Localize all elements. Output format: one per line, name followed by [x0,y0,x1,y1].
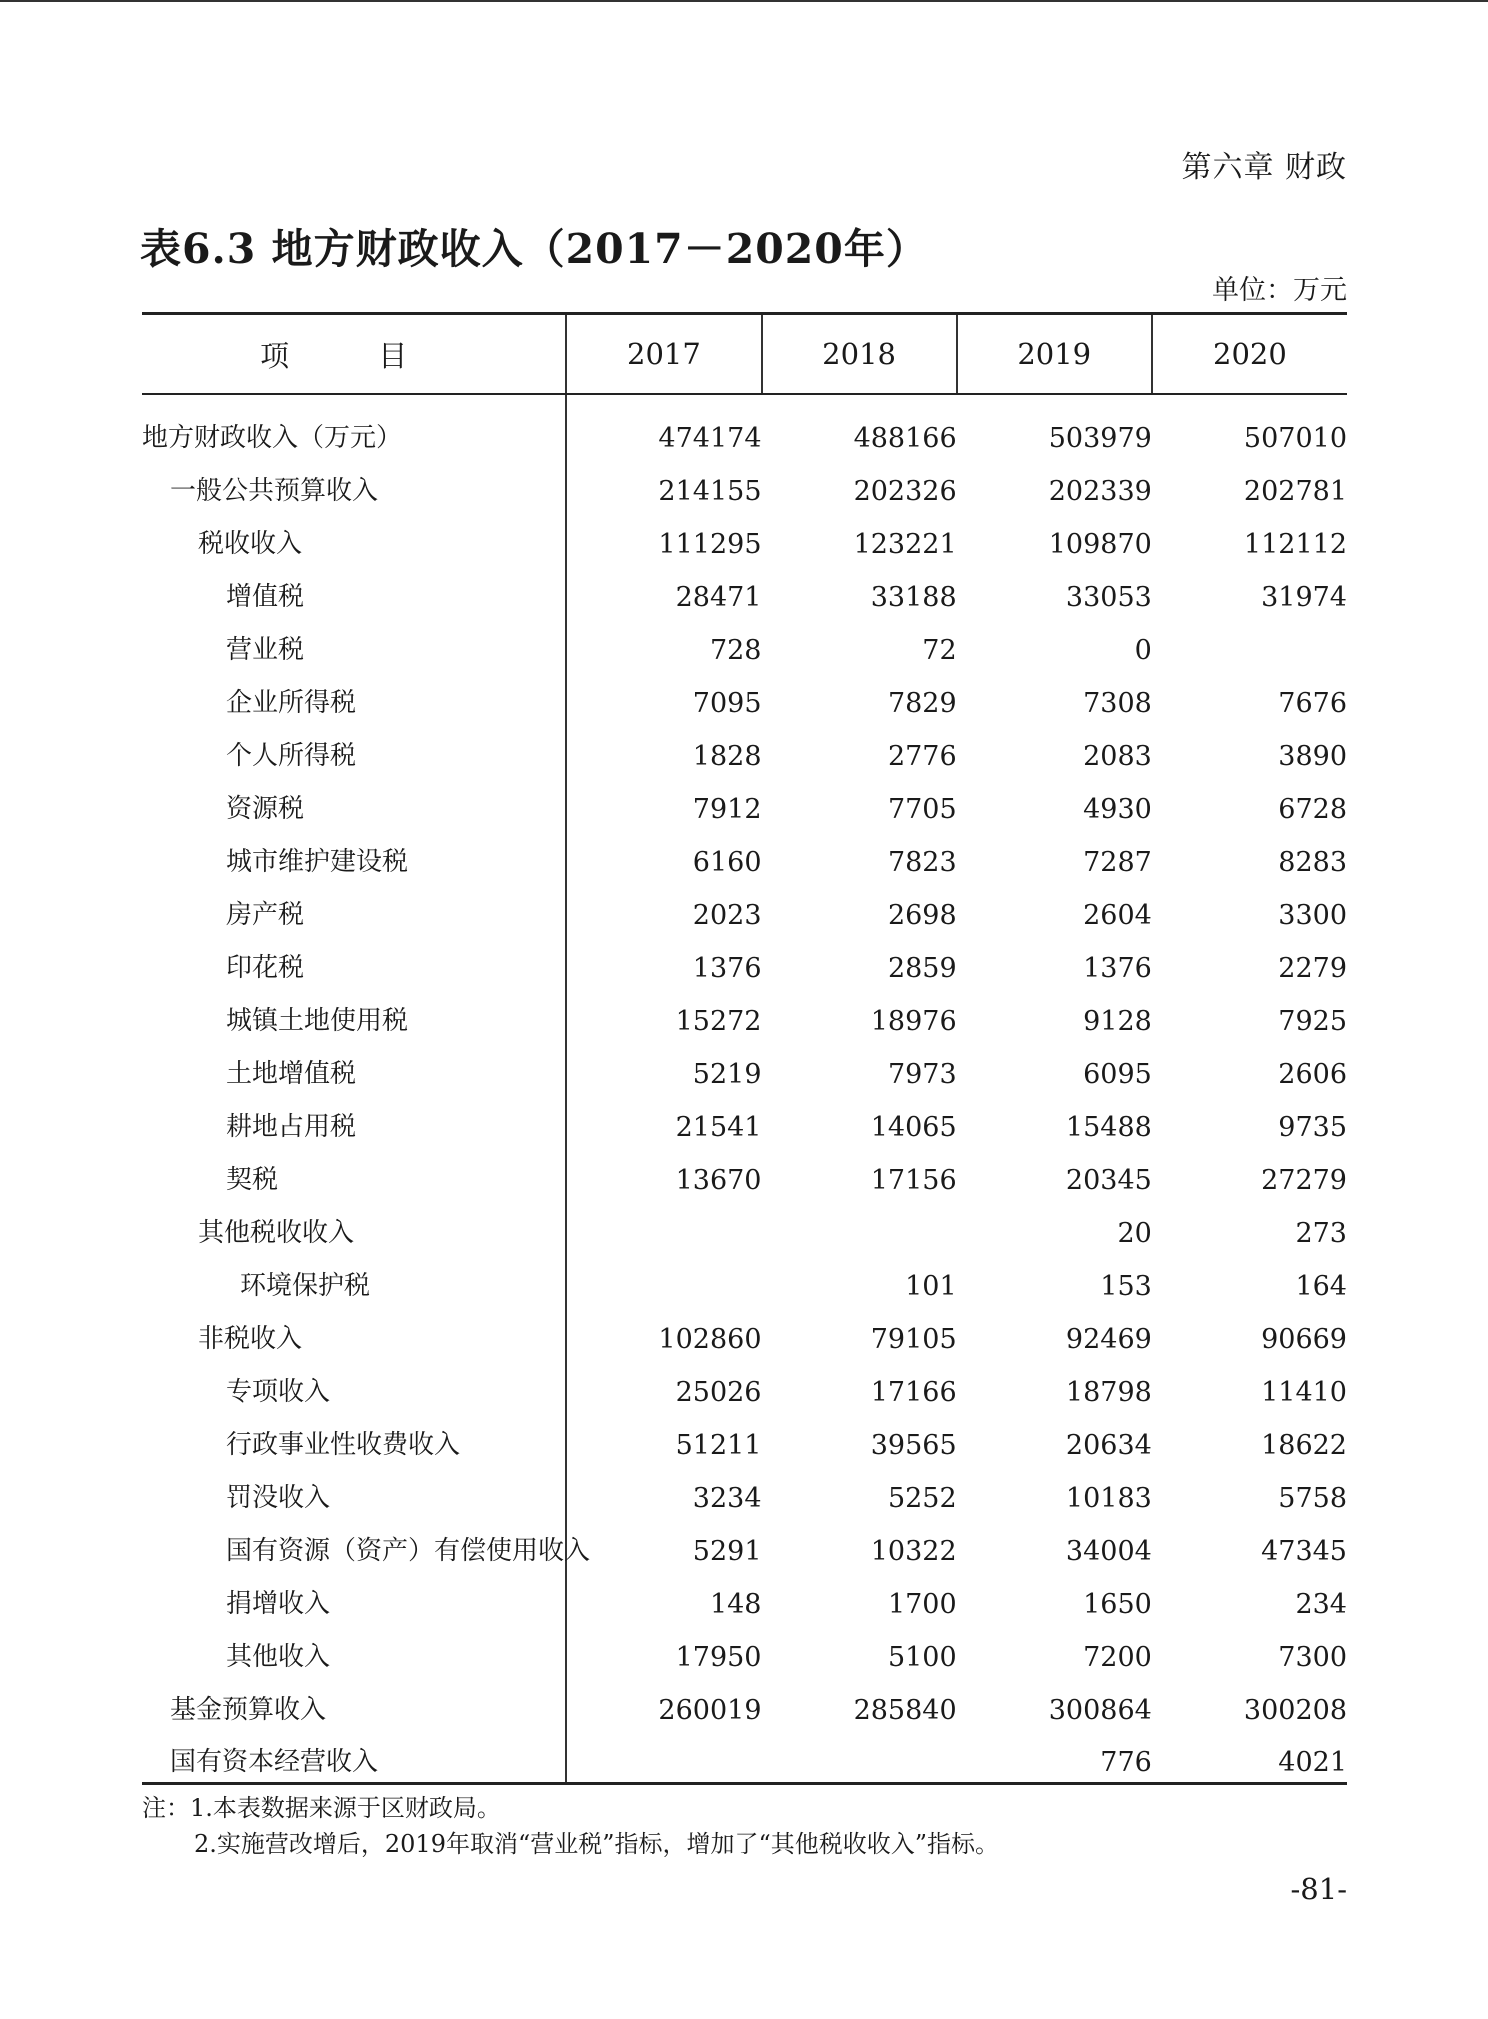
cell-value: 72 [922,635,957,666]
table-row [142,1253,1347,1306]
cell-value: 5252 [887,1483,957,1514]
table-header-row [142,314,1347,395]
cell-value: 234 [1295,1589,1347,1620]
cell-value: 4021 [1152,1730,1347,1783]
table-row [142,988,1347,1041]
row-label: 税收收入 [142,511,566,564]
table-row [142,829,1347,882]
table-row [142,1200,1347,1253]
cell-value: 7676 [1278,688,1347,719]
cell-value: 5100 [887,1642,957,1673]
cell-value: 90669 [1261,1324,1347,1355]
cell-value: 7095 [692,688,762,719]
cell-value: 17950 [675,1642,762,1673]
cell-value: 79105 [870,1324,957,1355]
row-label: 契税 [142,1147,566,1200]
row-label: 地方财政收入（万元） [142,394,566,458]
cell-value: 10322 [870,1536,957,1567]
cell-value: 7705 [887,794,957,825]
table-row [142,1359,1347,1412]
cell-value: 7300 [1278,1642,1347,1673]
cell-value: 1700 [887,1589,957,1620]
cell-value: 33188 [870,582,957,613]
revenue-table [142,312,1347,1785]
cell-value: 18622 [1261,1430,1347,1461]
cell-value: 7925 [1278,1006,1347,1037]
cell-value: 123221 [853,529,957,560]
row-label: 城市维护建设税 [142,829,566,882]
cell-value: 5758 [1278,1483,1347,1514]
cell-value: 474174 [658,423,762,454]
table-notes [142,1790,999,1862]
row-label: 土地增值税 [142,1041,566,1094]
table-row [142,1571,1347,1624]
cell-value: 14065 [870,1112,957,1143]
cell-value: 2083 [1083,741,1152,772]
cell-value: 7829 [887,688,957,719]
cell-value: 285840 [853,1695,957,1726]
unit-label: 单位：万元 [1212,275,1347,306]
cell-value: 7823 [887,847,957,878]
cell-value: 18798 [1065,1377,1152,1408]
row-label: 耕地占用税 [142,1094,566,1147]
table-row [142,1518,1347,1571]
cell-value: 7973 [887,1059,957,1090]
cell-value: 148 [709,1589,762,1620]
cell-value: 260019 [658,1695,762,1726]
row-label: 其他收入 [142,1624,566,1677]
cell-value: 300864 [1048,1695,1152,1726]
cell-value: 202781 [1243,476,1347,507]
cell-value: 27279 [1261,1165,1347,1196]
row-label: 国有资本经营收入 [142,1730,566,1783]
cell-value: 109870 [1048,529,1152,560]
cell-value: 112112 [1243,529,1347,560]
cell-value: 39565 [870,1430,957,1461]
row-label: 企业所得税 [142,670,566,723]
row-label: 个人所得税 [142,723,566,776]
row-label: 捐增收入 [142,1571,566,1624]
row-label: 其他税收收入 [142,1200,566,1253]
note-line: 注：1.本表数据来源于区财政局。 [142,1794,501,1822]
revenue-table-container [142,312,1347,1785]
cell-value: 2279 [1278,953,1347,984]
cell-value: 2023 [692,900,762,931]
cell-value: 2776 [887,741,957,772]
cell-value: 1376 [692,953,762,984]
cell-value: 728 [709,635,762,666]
cell-value: 488166 [853,423,957,454]
row-label: 非税收入 [142,1306,566,1359]
cell-value: 1828 [692,741,762,772]
chapter-header: 第六章 财政 [1181,150,1347,185]
cell-value: 20634 [1065,1430,1152,1461]
table-row [142,1306,1347,1359]
cell-value: 92469 [1065,1324,1152,1355]
cell-value: 503979 [1048,423,1152,454]
cell-value: 202339 [1048,476,1152,507]
cell-value [762,1730,957,1783]
table-row [142,1624,1347,1677]
cell-value: 20345 [1065,1165,1152,1196]
cell-value: 15272 [675,1006,762,1037]
table-row [142,394,1347,458]
cell-value: 101 [905,1271,957,1302]
cell-value: 3890 [1278,741,1347,772]
row-label: 罚没收入 [142,1465,566,1518]
cell-value: 7308 [1083,688,1152,719]
row-label: 环境保护税 [142,1253,566,1306]
cell-value: 507010 [1243,423,1347,454]
cell-value: 273 [1295,1218,1347,1249]
column-header-year: 2020 [1152,314,1347,395]
row-label: 资源税 [142,776,566,829]
row-label: 房产税 [142,882,566,935]
table-row [142,670,1347,723]
table-title: 表6.3 地方财政收入（2017－2020年） [140,225,928,273]
column-header-year: 2017 [566,314,761,395]
cell-value: 20 [1117,1218,1152,1249]
cell-value: 102860 [658,1324,762,1355]
column-header-item: 项 目 [142,314,566,395]
cell-value: 7912 [692,794,762,825]
row-label: 一般公共预算收入 [142,458,566,511]
table-row [142,1094,1347,1147]
table-row [142,935,1347,988]
row-label: 城镇土地使用税 [142,988,566,1041]
cell-value: 15488 [1065,1112,1152,1143]
cell-value: 10183 [1065,1483,1152,1514]
cell-value: 3234 [692,1483,762,1514]
cell-value: 7287 [1083,847,1152,878]
cell-value: 6728 [1278,794,1347,825]
row-label: 国有资源（资产）有偿使用收入 [142,1518,566,1571]
cell-value: 5291 [692,1536,762,1567]
table-row [142,617,1347,670]
cell-value: 34004 [1065,1536,1152,1567]
cell-value: 6095 [1083,1059,1152,1090]
cell-value: 111295 [658,529,762,560]
note-line: 2.实施营改增后，2019年取消“营业税”指标，增加了“其他税收收入”指标。 [194,1830,1000,1858]
cell-value: 21541 [675,1112,762,1143]
row-label: 基金预算收入 [142,1677,566,1730]
cell-value: 47345 [1261,1536,1347,1567]
column-header-year: 2018 [762,314,957,395]
cell-value [566,1730,761,1783]
cell-value: 214155 [658,476,762,507]
cell-value: 51211 [675,1430,762,1461]
cell-value: 164 [1295,1271,1347,1302]
cell-value: 7200 [1083,1642,1152,1673]
cell-value: 9735 [1278,1112,1347,1143]
table-row [142,723,1347,776]
table-body [142,394,1347,1783]
page-number: -81- [1290,1872,1347,1906]
cell-value: 4930 [1083,794,1152,825]
cell-value [566,1200,761,1253]
cell-value: 11410 [1261,1377,1347,1408]
cell-value: 2698 [887,900,957,931]
cell-value: 8283 [1278,847,1347,878]
cell-value: 202326 [853,476,957,507]
cell-value: 17166 [870,1377,957,1408]
table-row [142,1041,1347,1094]
cell-value: 2859 [887,953,957,984]
row-label: 增值税 [142,564,566,617]
cell-value: 33053 [1065,582,1152,613]
cell-value: 31974 [1261,582,1347,613]
cell-value: 1376 [1083,953,1152,984]
table-row [142,1730,1347,1783]
cell-value: 2604 [1083,900,1152,931]
cell-value [1152,617,1347,670]
cell-value: 300208 [1243,1695,1347,1726]
cell-value: 17156 [870,1165,957,1196]
row-label: 营业税 [142,617,566,670]
table-row [142,882,1347,935]
cell-value: 5219 [692,1059,762,1090]
cell-value: 25026 [675,1377,762,1408]
table-row [142,564,1347,617]
cell-value [566,1253,761,1306]
column-header-year: 2019 [957,314,1152,395]
row-label: 印花税 [142,935,566,988]
table-row [142,1147,1347,1200]
cell-value: 776 [957,1730,1152,1783]
cell-value: 153 [1100,1271,1152,1302]
cell-value: 6160 [692,847,762,878]
cell-value [762,1200,957,1253]
cell-value: 18976 [870,1006,957,1037]
cell-value: 28471 [675,582,762,613]
table-row [142,1412,1347,1465]
cell-value: 0 [1134,635,1152,666]
cell-value: 1650 [1083,1589,1152,1620]
cell-value: 2606 [1278,1059,1347,1090]
cell-value: 3300 [1278,900,1347,931]
row-label: 行政事业性收费收入 [142,1412,566,1465]
cell-value: 13670 [675,1165,762,1196]
table-row [142,776,1347,829]
table-row [142,458,1347,511]
row-label: 专项收入 [142,1359,566,1412]
table-row [142,1465,1347,1518]
table-row [142,1677,1347,1730]
top-border-line [0,0,1488,2]
table-row [142,511,1347,564]
cell-value: 9128 [1083,1006,1152,1037]
